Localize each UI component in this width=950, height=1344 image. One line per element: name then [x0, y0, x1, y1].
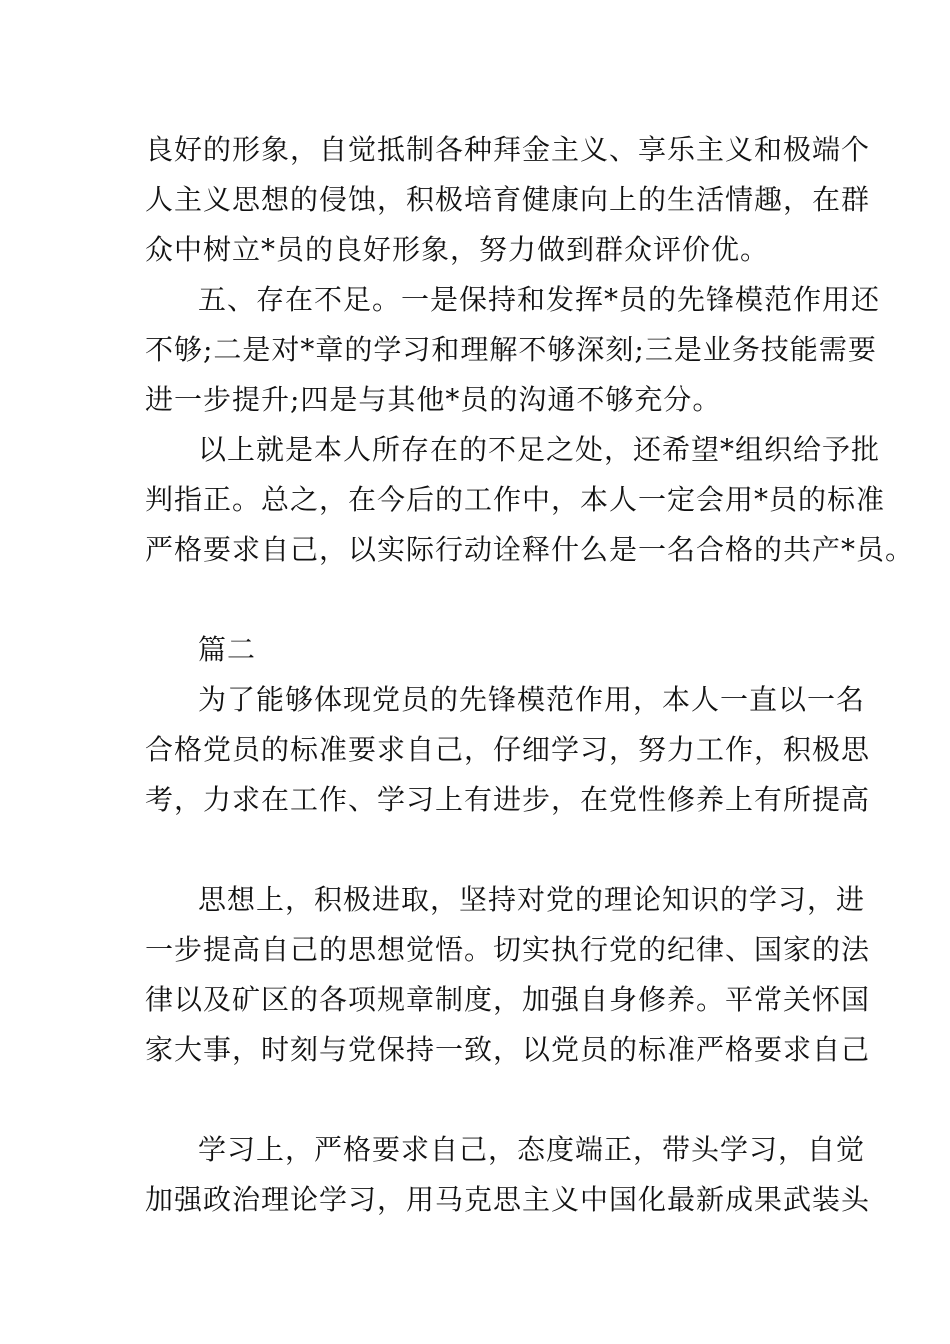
paragraph-line: 合格党员的标准要求自己，仔细学习，努力工作，积极思 — [145, 733, 871, 766]
paragraph-line: 严格要求自己，以实际行动诠释什么是一名合格的共产*员。 — [145, 533, 915, 566]
paragraph-line: 五、存在不足。一是保持和发挥*员的先锋模范作用还 — [198, 283, 881, 316]
paragraph-line: 判指正。总之，在今后的工作中，本人一定会用*员的标准 — [145, 483, 886, 516]
section-heading: 篇二 — [198, 633, 257, 666]
paragraph-line: 良好的形象，自觉抵制各种拜金主义、享乐主义和极端个 — [145, 133, 871, 166]
paragraph-line: 一步提高自己的思想觉悟。切实执行党的纪律、国家的法 — [145, 933, 871, 966]
paragraph-line: 为了能够体现党员的先锋模范作用，本人一直以一名 — [198, 683, 866, 716]
paragraph-line: 学习上，严格要求自己，态度端正，带头学习，自觉 — [198, 1133, 866, 1166]
paragraph-line: 进一步提升;四是与其他*员的沟通不够充分。 — [145, 383, 722, 416]
paragraph-line: 以上就是本人所存在的不足之处，还希望*组织给予批 — [198, 433, 881, 466]
paragraph-line: 不够;二是对*章的学习和理解不够深刻;三是业务技能需要 — [145, 333, 877, 366]
paragraph-line: 考，力求在工作、学习上有进步，在党性修养上有所提高 — [145, 783, 871, 816]
paragraph-line: 众中树立*员的良好形象，努力做到群众评价优。 — [145, 233, 770, 266]
paragraph-line: 加强政治理论学习，用马克思主义中国化最新成果武装头 — [145, 1183, 871, 1216]
paragraph-line: 思想上，积极进取，坚持对党的理论知识的学习，进 — [198, 883, 866, 916]
paragraph-line: 家大事，时刻与党保持一致，以党员的标准严格要求自己 — [145, 1033, 871, 1066]
paragraph-line: 律以及矿区的各项规章制度，加强自身修养。平常关怀国 — [145, 983, 871, 1016]
paragraph-line: 人主义思想的侵蚀，积极培育健康向上的生活情趣，在群 — [145, 183, 871, 216]
